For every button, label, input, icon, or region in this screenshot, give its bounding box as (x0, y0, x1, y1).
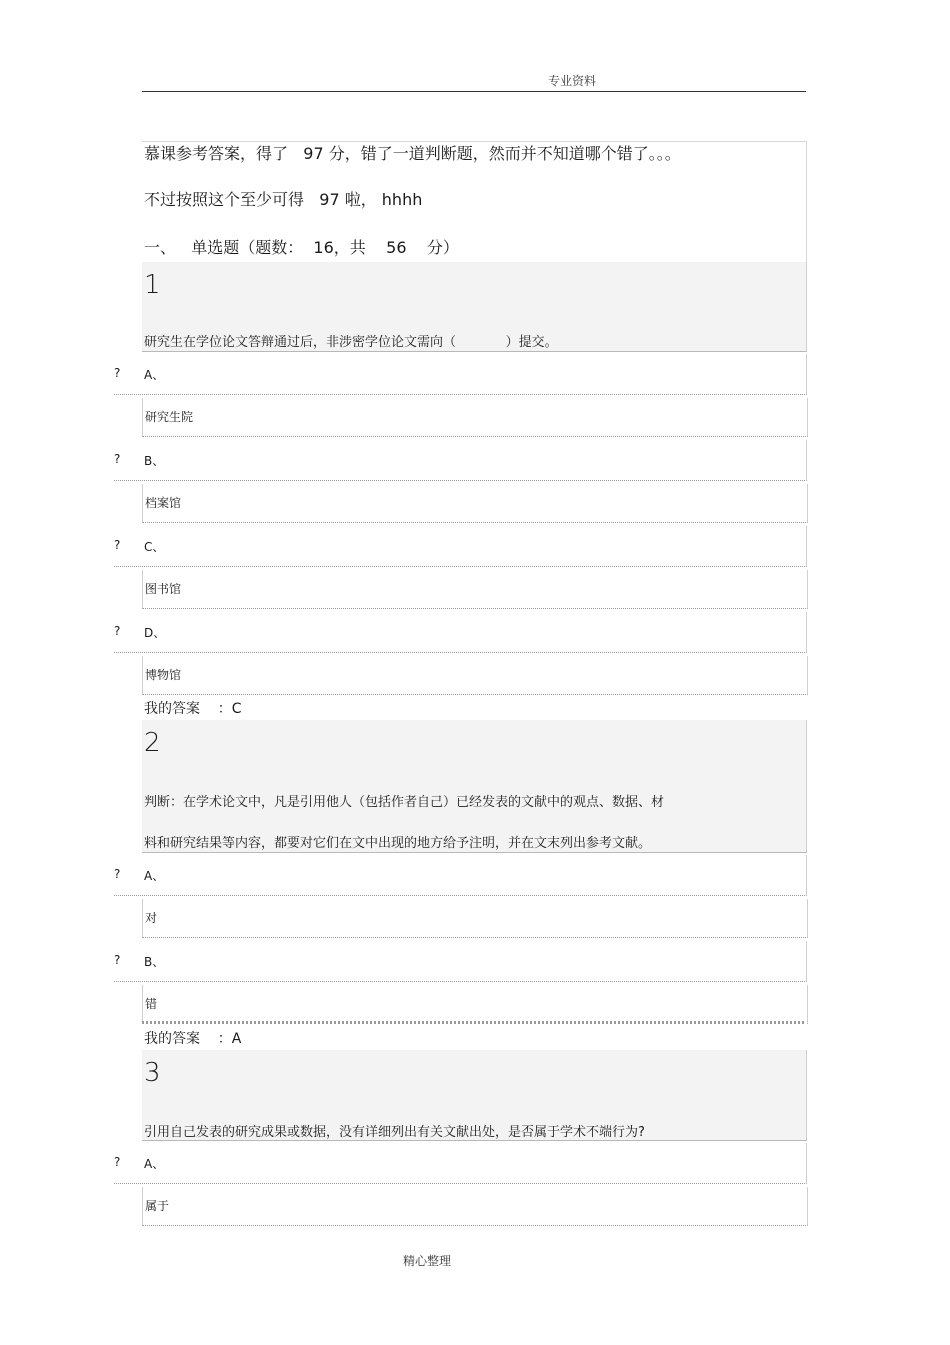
question-block-3 (142, 1050, 807, 1141)
option-row-1b[interactable] (114, 440, 807, 481)
header-rule (142, 91, 806, 92)
option-bullet: ? (114, 867, 121, 881)
option-answer-1c[interactable] (142, 570, 808, 609)
option-bullet: ? (114, 953, 121, 967)
option-letter: B、 (144, 955, 165, 969)
option-text: 研究生院 (145, 410, 194, 424)
question-text: 引用自己发表的研究成果或数据，没有详细列出有关文献出处，是否属于学术不端行为? (144, 1125, 645, 1140)
option-text: 图书馆 (145, 582, 182, 596)
option-answer-2b[interactable] (142, 985, 808, 1024)
my-answer-2: 我的答案 ：A (144, 1031, 242, 1047)
page-footer-label: 精心整理 (403, 1254, 452, 1268)
option-answer-1a[interactable] (142, 398, 808, 437)
option-text: 错 (145, 997, 158, 1011)
question-number: 2 (144, 728, 161, 758)
option-letter: D、 (144, 626, 166, 640)
option-letter: A、 (144, 1157, 165, 1171)
option-answer-1d[interactable] (142, 656, 808, 695)
page-header-label: 专业资料 (548, 74, 597, 88)
question-number: 3 (144, 1058, 161, 1088)
question-text-line-1: 判断：在学术论文中，凡是引用他人（包括作者自己）已经发表的文献中的观点、数据、材 (144, 795, 665, 810)
option-letter: B、 (144, 454, 165, 468)
option-answer-2a[interactable] (142, 899, 808, 938)
option-answer-1b[interactable] (142, 484, 808, 523)
question-text: 研究生在学位论文答辩通过后，非涉密学位论文需向（ ）提交。 (144, 335, 558, 350)
option-bullet: ? (114, 366, 121, 380)
option-bullet: ? (114, 1155, 121, 1169)
option-row-2a[interactable] (114, 855, 807, 896)
option-text: 属于 (145, 1199, 170, 1213)
option-text: 档案馆 (145, 496, 182, 510)
option-letter: A、 (144, 368, 165, 382)
option-letter: C、 (144, 540, 165, 554)
question-text-line-2: 料和研究结果等内容，都要对它们在文中出现的地方给予注明，并在文末列出参考文献。 (144, 836, 652, 851)
option-answer-3a[interactable] (142, 1187, 808, 1226)
question-number: 1 (144, 270, 161, 300)
option-row-1a[interactable] (114, 354, 807, 395)
intro-line-score: 慕课参考答案，得了 97 分，错了一道判断题，然而并不知道哪个错了。。。 (144, 144, 681, 163)
my-answer-1: 我的答案 ：C (144, 701, 242, 717)
option-row-2b[interactable] (114, 941, 807, 982)
section-title: 一、 单选题（题数： 16，共 56 分） (144, 238, 459, 257)
option-text: 博物馆 (145, 668, 182, 682)
option-text: 对 (145, 911, 158, 925)
option-row-1d[interactable] (114, 612, 807, 653)
question-block-2 (142, 720, 807, 853)
option-bullet: ? (114, 538, 121, 552)
scan-artifact-line (142, 1021, 806, 1024)
question-block-1 (142, 262, 807, 352)
intro-line-remark: 不过按照这个至少可得 97 啦， hhhh (144, 190, 423, 209)
option-row-1c[interactable] (114, 526, 807, 567)
option-bullet: ? (114, 624, 121, 638)
option-row-3a[interactable] (114, 1143, 807, 1184)
option-letter: A、 (144, 869, 165, 883)
option-bullet: ? (114, 452, 121, 466)
